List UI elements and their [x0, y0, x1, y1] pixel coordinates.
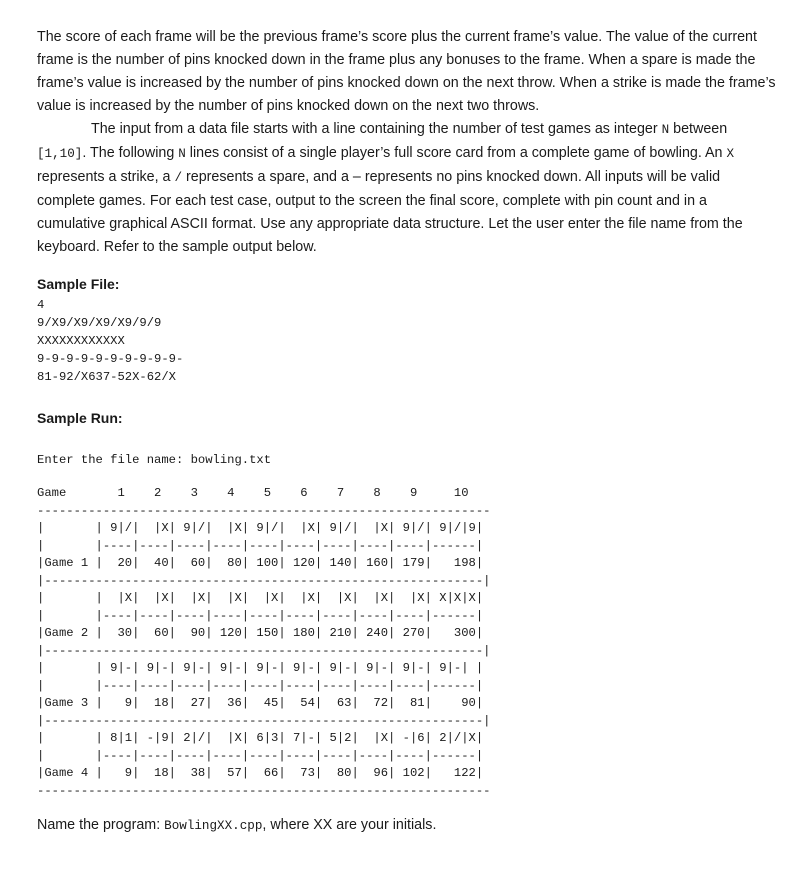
program-filename: BowlingXX.cpp — [164, 819, 263, 833]
p2-var-n: N — [661, 123, 670, 137]
sample-file-line: 4 — [37, 298, 45, 312]
game-3-pins-row: | | 9|-| 9|-| 9|-| 9|-| 9|-| 9|-| 9|-| 9|-| 9|-| 9|-| | — [37, 661, 484, 675]
sample-file-line: 9/X9/X9/X9/X9/9/9 — [37, 316, 162, 330]
p2-text-c: . The following — [82, 145, 179, 161]
program-name-note — [37, 817, 777, 833]
sample-run-heading: Sample Run: — [37, 410, 123, 426]
p2-text-g: represents no pins knocked down. All inputs will be valid complete games. For each test case, output to the screen the final score, complete with pin count and in a cumulative graphical ASCII format. Use any appropriate data structure. Let the user enter the file name from the keyboard. Refer to the sample output below. — [37, 169, 743, 255]
footer-text-a: Name the program: — [37, 817, 165, 833]
p2-text-a: The input from a data file starts with a line containing the number of test games as integer — [91, 121, 662, 137]
intro-paragraph-2 — [37, 118, 777, 259]
score-border-bottom: -------------------------------------------------------------- — [37, 783, 491, 798]
sample-file-content — [37, 296, 777, 386]
p2-text-f: represents a spare, and a — [182, 169, 353, 185]
game-4-pins-row: | | 8|1| -|9| 2|/| |X| 6|3| 7|-| 5|2| |X| -|6| 2|/|X| — [37, 731, 484, 745]
game-separator-row: |------------------------------------------------------------| — [37, 643, 491, 658]
p2-var-n-2: N — [178, 147, 186, 161]
p2-miss-symbol: – — [352, 169, 361, 185]
score-border-top: -------------------------------------------------------------- — [37, 503, 491, 518]
game-1-score-row: |Game 1 | 20| 40| 60| 80| 100| 120| 140| 160| 179| 198| — [37, 556, 484, 570]
game-1-divider-row: | |----|----|----|----|----|----|----|----|----|------| — [37, 538, 484, 553]
game-2-divider-row: | |----|----|----|----|----|----|----|----|----|------| — [37, 608, 484, 623]
sample-file-heading: Sample File: — [37, 276, 120, 292]
game-3-divider-row: | |----|----|----|----|----|----|----|----|----|------| — [37, 678, 484, 693]
game-2-score-row: |Game 2 | 30| 60| 90| 120| 150| 180| 210| 240| 270| 300| — [37, 626, 484, 640]
p2-text-d: lines consist of a single player’s full score card from a complete game of bowling. An — [185, 145, 727, 161]
file-prompt: Enter the file name: bowling.txt — [37, 453, 272, 467]
game-1-pins-row: | | 9|/| |X| 9|/| |X| 9|/| |X| 9|/| |X| 9|/| 9|/|9| — [37, 521, 484, 535]
p2-range: [1,10] — [37, 147, 83, 161]
sample-file-line: XXXXXXXXXXXX — [37, 334, 125, 348]
sample-file-line: 9-9-9-9-9-9-9-9-9-9- — [37, 352, 184, 366]
game-separator-row: |------------------------------------------------------------| — [37, 573, 491, 588]
game-3-score-row: |Game 3 | 9| 18| 27| 36| 45| 54| 63| 72| 81| 90| — [37, 696, 484, 710]
document-page — [37, 26, 777, 833]
intro-paragraph-1: The score of each frame will be the previous frame’s score plus the current frame’s value. The value of the current frame is the number of pins knocked down in the frame plus any bonuses to the frame. When a spare is made the frame’s value is increased by the number of pins knocked down on the next throw. When a strike is made the frame’s value is increased by the number of pins knocked down on the next two throws. — [37, 29, 776, 114]
game-4-divider-row: | |----|----|----|----|----|----|----|----|----|------| — [37, 748, 484, 763]
p2-strike-symbol: X — [726, 147, 735, 161]
score-table — [37, 485, 777, 800]
score-header-row: Game 1 2 3 4 5 6 7 8 9 10 — [37, 486, 469, 500]
game-2-pins-row: | | |X| |X| |X| |X| |X| |X| |X| |X| |X| X|X|X| — [37, 591, 484, 605]
game-separator-row: |------------------------------------------------------------| — [37, 713, 491, 728]
p2-text-e: represents a strike, a — [37, 169, 175, 185]
sample-file-line: 81-92/X637-52X-62/X — [37, 370, 176, 384]
game-4-score-row: |Game 4 | 9| 18| 38| 57| 66| 73| 80| 96| 102| 122| — [37, 766, 484, 780]
footer-text-b: , where XX are your initials. — [262, 817, 437, 833]
p2-text-b: between — [669, 121, 728, 137]
p2-spare-symbol: / — [174, 171, 183, 185]
